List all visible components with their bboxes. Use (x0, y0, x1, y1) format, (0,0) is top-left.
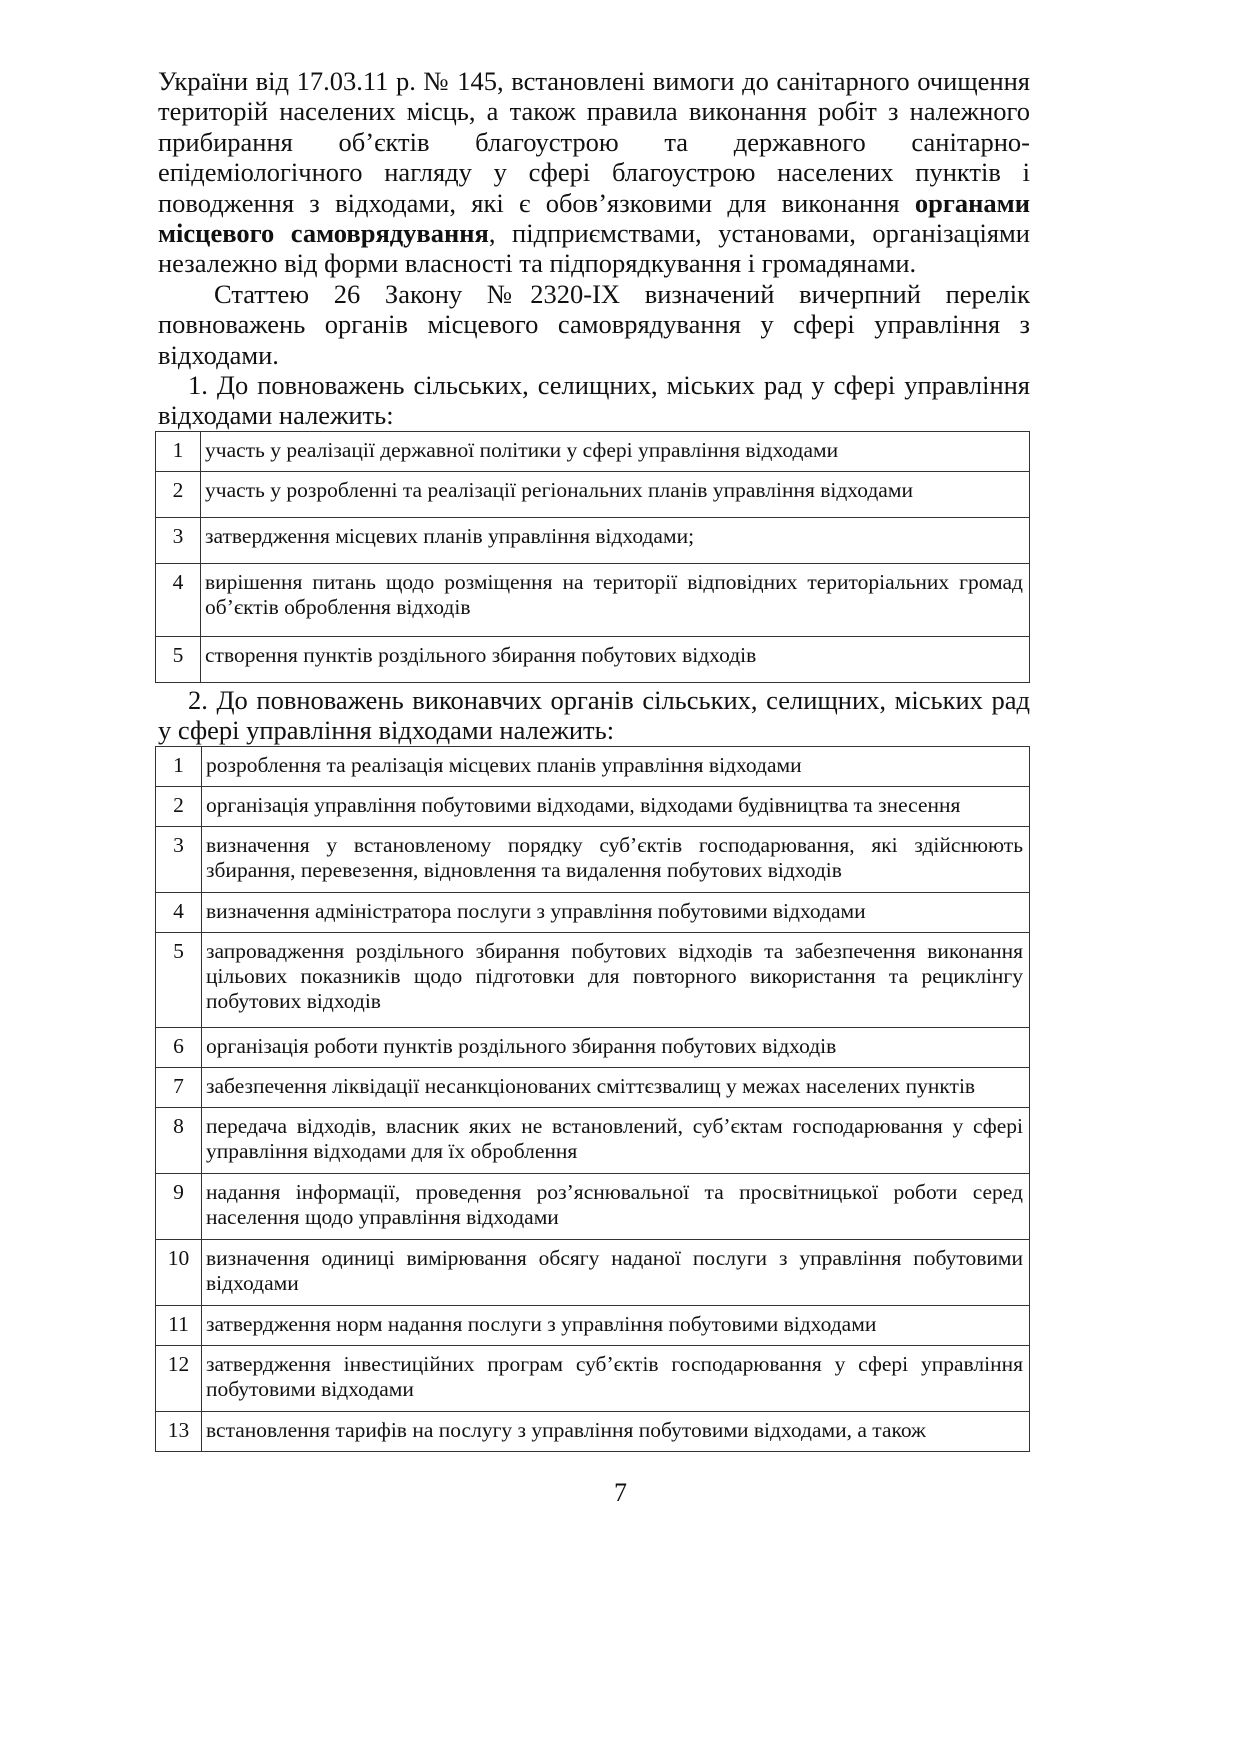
intro-paragraph (158, 66, 1030, 279)
table-row (156, 826, 1030, 892)
row-text: визначення адміністратора послуги з управління побутовими відходами (202, 892, 1030, 932)
row-number: 9 (156, 1173, 202, 1239)
council-powers-table (155, 431, 1030, 683)
row-number: 11 (156, 1305, 202, 1345)
row-text: затвердження місцевих планів управління відходами; (201, 517, 1030, 563)
row-text: встановлення тарифів на послугу з управління побутовими відходами, а також (202, 1411, 1030, 1451)
table-row (156, 517, 1030, 563)
table-row (156, 892, 1030, 932)
table-row (156, 1305, 1030, 1345)
table-row (156, 431, 1030, 471)
executive-powers-table (155, 746, 1030, 1452)
row-text: затвердження інвестиційних програм суб’єктів господарювання у сфері управління побутовими відходами (202, 1345, 1030, 1411)
table-row (156, 1027, 1030, 1067)
table-row (156, 932, 1030, 1027)
row-text: розроблення та реалізація місцевих планів управління відходами (202, 746, 1030, 786)
table-row (156, 471, 1030, 517)
document-page (158, 66, 1030, 1452)
table-row (156, 1107, 1030, 1173)
row-number: 5 (156, 636, 201, 682)
row-number: 12 (156, 1345, 202, 1411)
row-text: запровадження роздільного збирання побутових відходів та забезпечення виконання цільових показників щодо підготовки для повторного використання та рециклінгу побутових відходів (202, 932, 1030, 1027)
table-row (156, 1411, 1030, 1451)
row-number: 5 (156, 932, 202, 1027)
row-number: 3 (156, 517, 201, 563)
row-number: 1 (156, 431, 201, 471)
row-text: визначення одиниці вимірювання обсягу наданої послуги з управління побутовими відходами (202, 1239, 1030, 1305)
table-row (156, 563, 1030, 636)
row-text: участь у розробленні та реалізації регіональних планів управління відходами (201, 471, 1030, 517)
table-row (156, 1173, 1030, 1239)
table-row (156, 636, 1030, 682)
row-number: 4 (156, 563, 201, 636)
page-number: 7 (614, 1478, 627, 1507)
row-text: вирішення питань щодо розміщення на території відповідних територіальних громад об’єктів оброблення відходів (201, 563, 1030, 636)
table-row (156, 1067, 1030, 1107)
row-text: участь у реалізації державної політики у сфері управління відходами (201, 431, 1030, 471)
row-text: визначення у встановленому порядку суб’єктів господарювання, які здійснюють збирання, перевезення, відновлення та видалення побутових відходів (202, 826, 1030, 892)
section2-heading: 2. До повноважень виконавчих органів сільських, селищних, міських рад у сфері управління відходами належить: (158, 684, 1030, 746)
table-row (156, 786, 1030, 826)
row-number: 4 (156, 892, 202, 932)
row-text: забезпечення ліквідації несанкціонованих сміттєзвалищ у межах населених пунктів (202, 1067, 1030, 1107)
table-row (156, 746, 1030, 786)
row-number: 3 (156, 826, 202, 892)
intro-text-start: України від 17.03.11 р. № 145, встановлені вимоги до санітарного очищення територій населених місць, а також правила виконання робіт з належного прибирання об’єктів благоустрою та державного санітарно-епідеміологічного нагляду у сфері благоустрою населених пунктів і поводження з відходами, які є обов’язковими для виконання (158, 66, 1030, 218)
row-text: надання інформації, проведення роз’яснювальної та просвітницької роботи серед населення щодо управління відходами (202, 1173, 1030, 1239)
table-row (156, 1239, 1030, 1305)
intro-text-end: , підприємствами, установами, організаціями незалежно від форми власності та підпорядкування і громадянами. (158, 218, 1030, 279)
intro-bold-phrase: органами місцевого самоврядування (158, 187, 1030, 249)
row-number: 2 (156, 786, 202, 826)
article-paragraph: Статтею 26 Закону №2320-IX визначений вичерпний перелік повноважень органів місцевого самоврядування у сфері управління з відходами. (158, 278, 1030, 370)
row-text: організація управління побутовими відходами, відходами будівництва та знесення (202, 786, 1030, 826)
row-text: передача відходів, власник яких не встановлений, суб’єктам господарювання у сфері управління відходами для їх оброблення (202, 1107, 1030, 1173)
row-text: організація роботи пунктів роздільного збирання побутових відходів (202, 1027, 1030, 1067)
row-text: затвердження норм надання послуги з управління побутовими відходами (202, 1305, 1030, 1345)
row-number: 7 (156, 1067, 202, 1107)
row-text: створення пунктів роздільного збирання побутових відходів (201, 636, 1030, 682)
row-number: 13 (156, 1411, 202, 1451)
section1-heading: 1. До повноважень сільських, селищних, міських рад у сфері управління відходами належить: (158, 370, 1030, 431)
row-number: 1 (156, 746, 202, 786)
row-number: 8 (156, 1107, 202, 1173)
table-row (156, 1345, 1030, 1411)
row-number: 10 (156, 1239, 202, 1305)
row-number: 2 (156, 471, 201, 517)
row-number: 6 (156, 1027, 202, 1067)
